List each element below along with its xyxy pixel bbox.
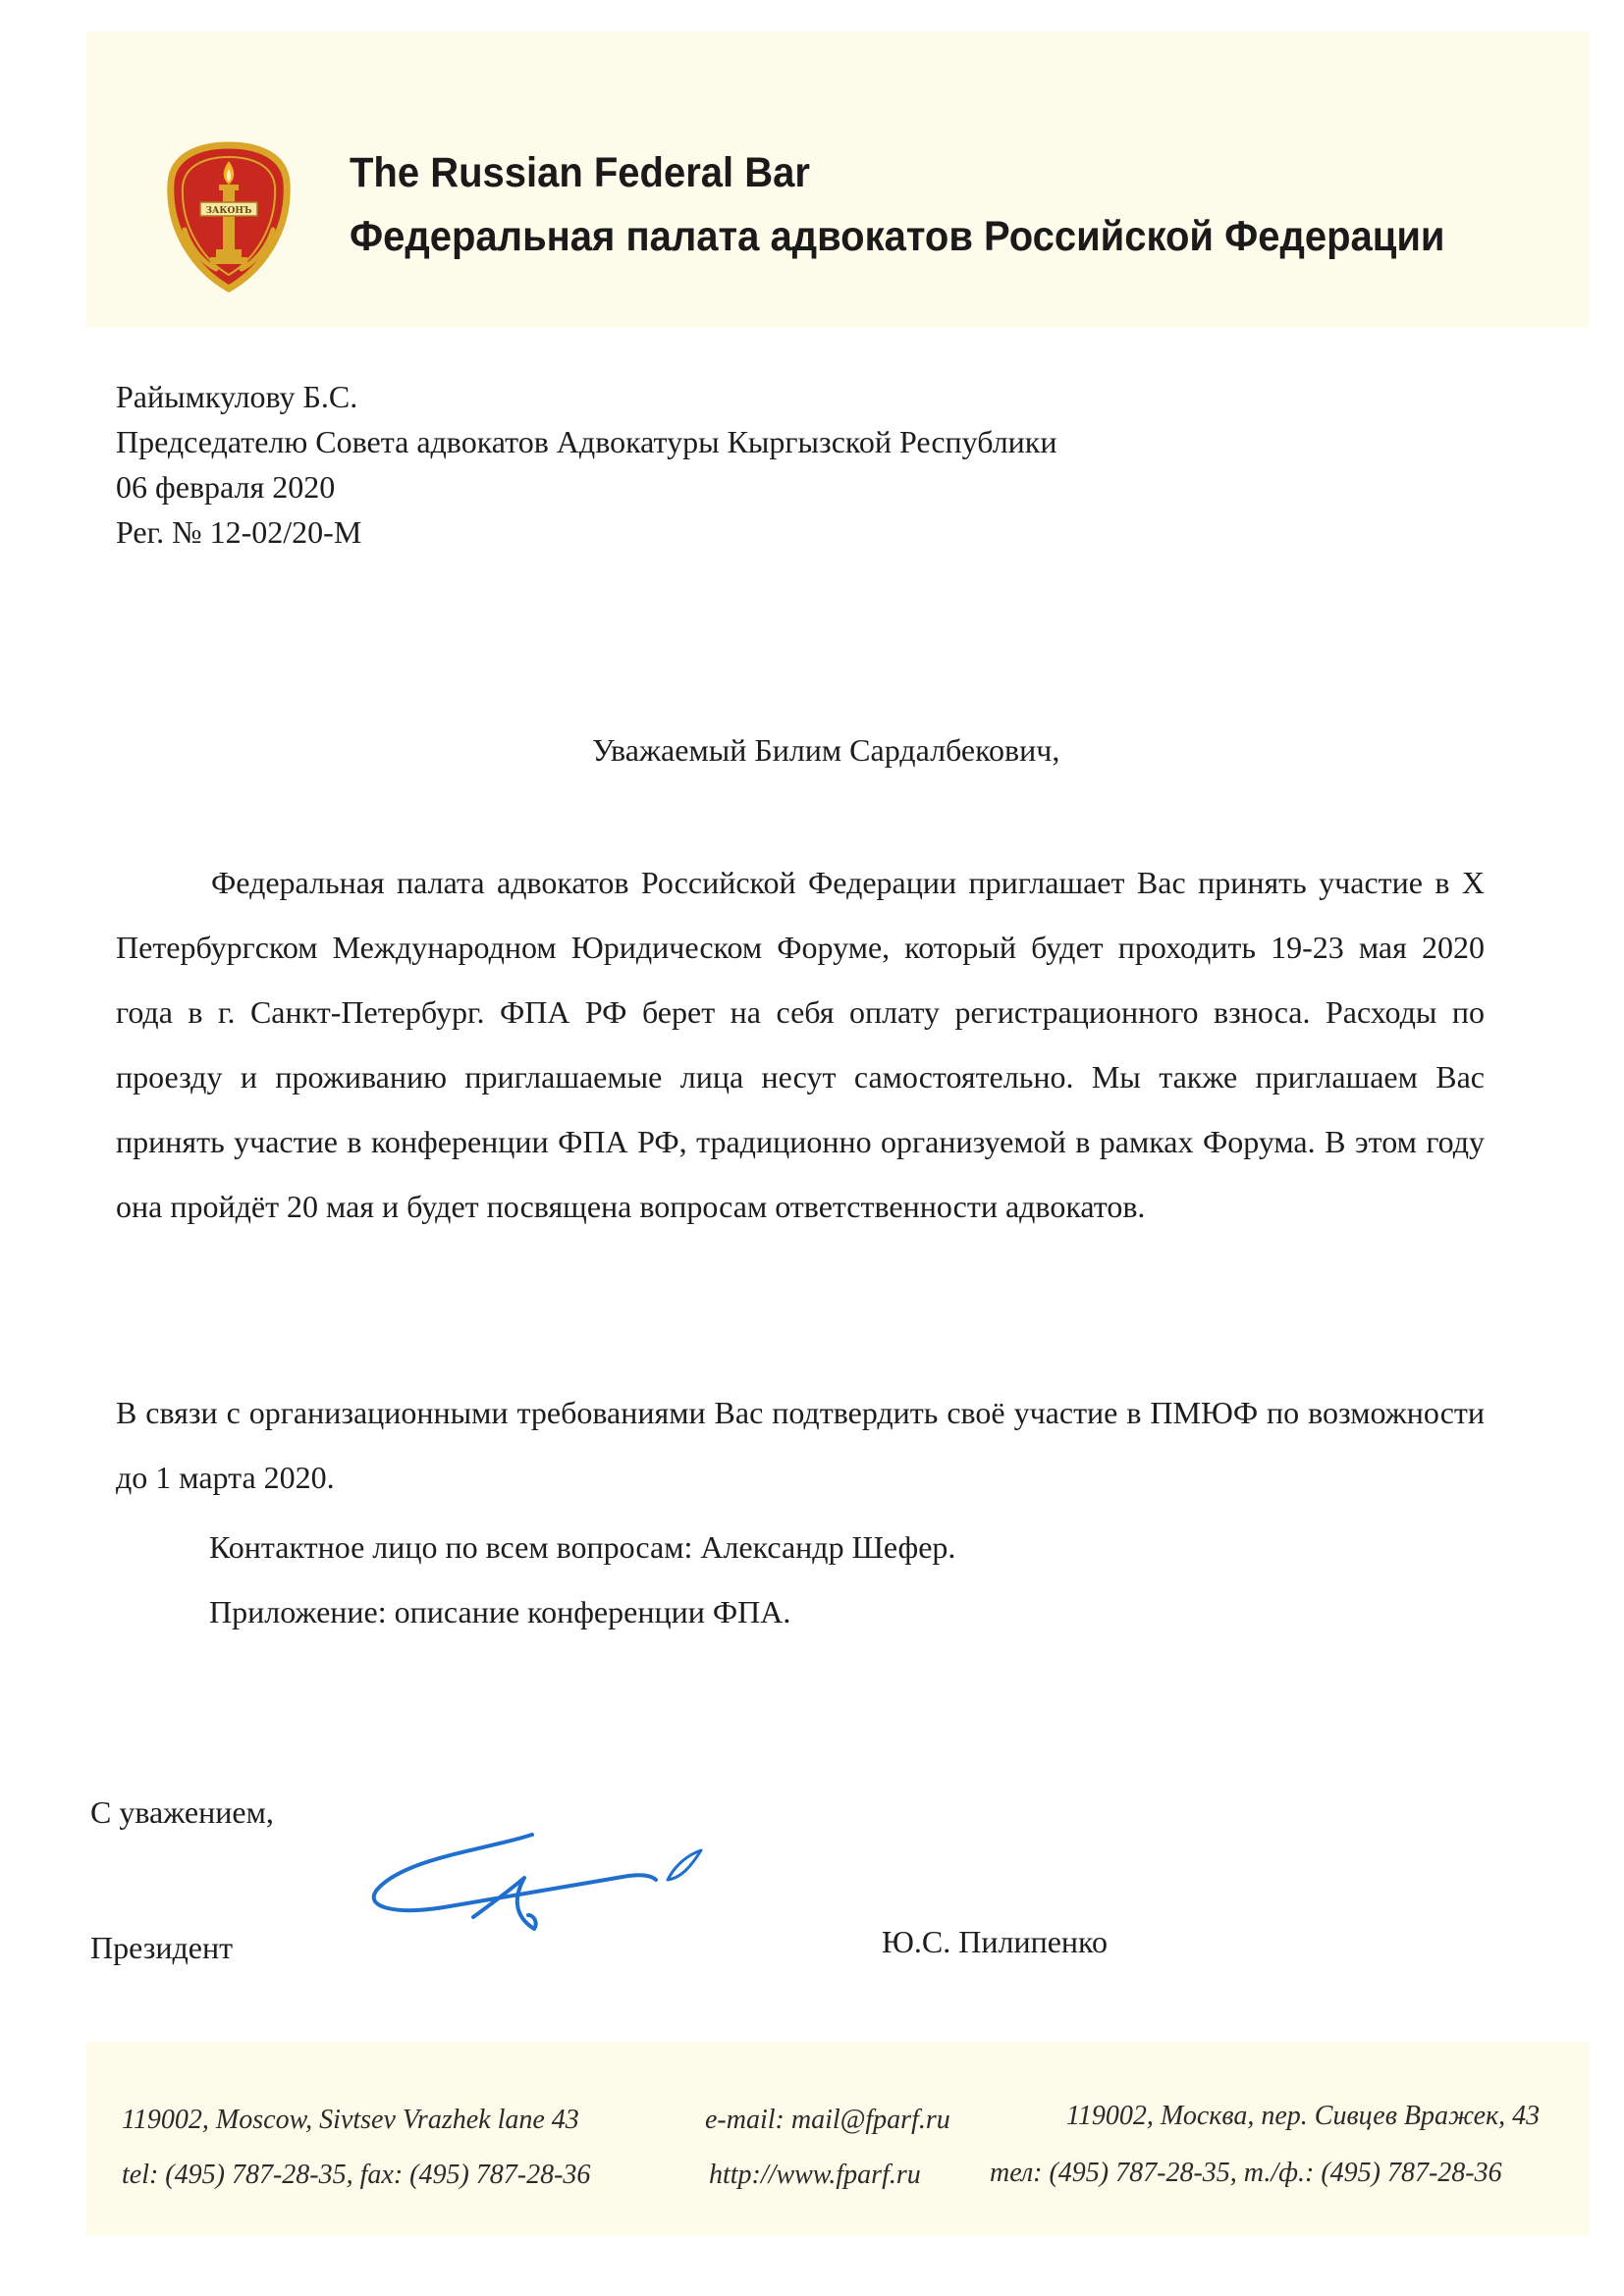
paragraph-1-text: Федеральная палата адвокатов Российской Федерации приглашает Вас принять участие в X Петербургском Международном Юридическом Форуме, который будет проходить 19-23 мая 2020 года в г. Санкт-Петербург. ФПА РФ берет на себя оплату регистрационного взноса. Расходы по проезду и проживанию приглашаемые лица несут самостоятельно. Мы также приглашаем Вас принять участие в конференции ФПА РФ, традиционно организуемой в рамках Форума. В этом году она пройдёт 20 мая и будет посвящена вопросам ответственности адвокатов.	[116, 865, 1485, 1224]
addressee-position: Председателю Совета адвокатов Адвокатуры Кыргызской Республики	[116, 424, 1057, 459]
letter-date: 06 февраля 2020	[116, 469, 336, 505]
footer-website: http://www.fparf.ru	[709, 2160, 921, 2190]
footer-address-en: 119002, Moscow, Sivtsev Vrazhek lane 43	[122, 2105, 579, 2135]
addressee-name: Райымкулову Б.С.	[116, 379, 358, 414]
org-name-en: The Russian Federal Bar	[350, 149, 810, 196]
closing: С уважением,	[90, 1794, 274, 1830]
signatory-name: Ю.С. Пилипенко	[882, 1924, 1108, 1959]
footer-email: e-mail: mail@fparf.ru	[705, 2105, 950, 2135]
paragraph-2-text: В связи с организационными требованиями Вас подтвердить своё участие в ПМЮФ по возможности до 1 марта 2020.	[116, 1395, 1485, 1495]
attachment-line: Приложение: описание конференции ФПА.	[209, 1594, 791, 1629]
footer-phone-ru: тел: (495) 787-28-35, т./ф.: (495) 787-28-36	[990, 2158, 1502, 2188]
footer-phone-en: tel: (495) 787-28-35, fax: (495) 787-28-36	[122, 2160, 591, 2190]
body-paragraph-invitation	[116, 850, 1485, 1239]
footer-band	[86, 2042, 1589, 2236]
footer-address-ru: 119002, Москва, пер. Сивцев Вражек, 43	[1066, 2101, 1541, 2131]
registration-number: Рег. № 12-02/20-М	[116, 514, 362, 550]
emblem-inscription: ЗАКОНЪ	[205, 206, 252, 216]
org-name-ru: Федеральная палата адвокатов Российской Федерации	[350, 213, 1445, 260]
letterhead-band	[86, 31, 1589, 328]
president-signature	[365, 1821, 709, 1949]
bar-emblem-logo	[165, 139, 293, 293]
contact-line: Контактное лицо по всем вопросам: Александр Шефер.	[209, 1529, 956, 1565]
body-paragraph-confirmation	[116, 1380, 1485, 1510]
signatory-title: Президент	[90, 1930, 234, 1965]
salutation: Уважаемый Билим Сардалбекович,	[592, 732, 1060, 768]
